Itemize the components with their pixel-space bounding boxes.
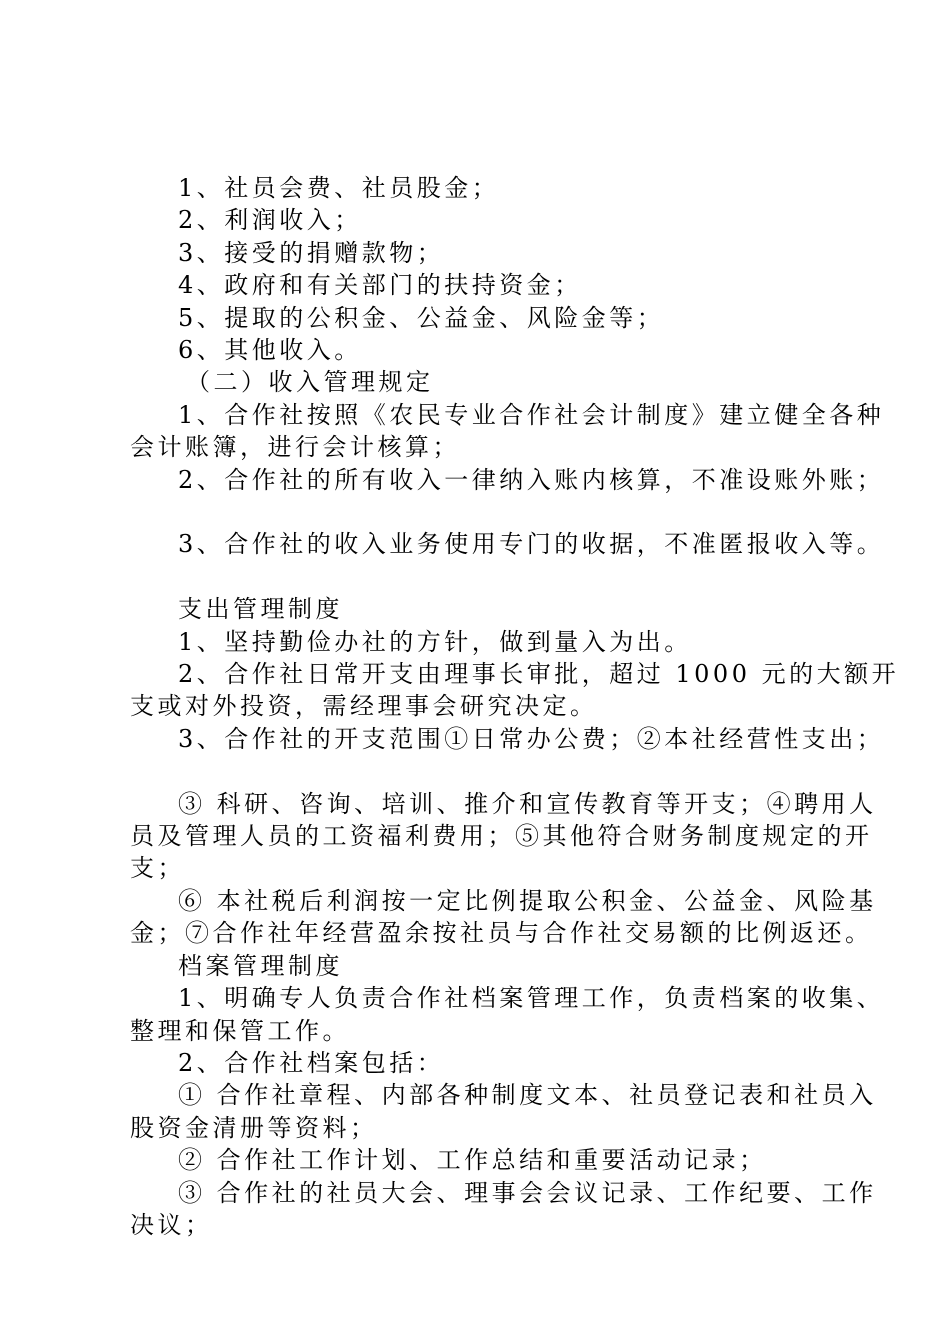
text-line: 2、利润收入； xyxy=(178,206,362,235)
text-line: 1、社员会费、社员股金； xyxy=(178,174,500,202)
text-line: 4、政府和有关部门的扶持资金； xyxy=(178,271,582,300)
text-line: 3、合作社的收入业务使用专门的收据，不准匿报收入等。 xyxy=(178,530,885,559)
document-body xyxy=(130,172,900,1241)
text-line: 支； xyxy=(130,854,185,883)
text-line: 5、提取的公积金、公益金、风险金等； xyxy=(178,303,665,332)
text-line: 3、合作社的开支范围①日常办公费；②本社经营性支出； xyxy=(178,724,885,753)
text-line: 2、合作社的所有收入一律纳入账内核算，不准设账外账； xyxy=(178,465,885,494)
text-line: 3、接受的捐赠款物； xyxy=(178,238,445,267)
text-line: ③ 科研、咨询、培训、推介和宣传教育等开支；④聘用人 xyxy=(178,789,877,818)
text-line: 金；⑦合作社年经营盈余按社员与合作社交易额的比例返还。 xyxy=(130,919,873,948)
text-line: 会计账簿，进行会计核算； xyxy=(130,433,460,462)
blank-line xyxy=(130,561,830,593)
text-line: 决议； xyxy=(130,1210,213,1239)
blank-line xyxy=(130,755,830,787)
text-line: 股资金清册等资料； xyxy=(130,1113,378,1142)
text-line: 整理和保管工作。 xyxy=(130,1016,350,1045)
text-line: ③ 合作社的社员大会、理事会会议记录、工作纪要、工作 xyxy=(178,1178,877,1207)
text-line: 1、坚持勤俭办社的方针，做到量入为出。 xyxy=(178,627,692,656)
section-heading: 档案管理制度 xyxy=(178,951,343,980)
section-heading: （二）收入管理规定 xyxy=(186,368,434,397)
text-line: 1、明确专人负责合作社档案管理工作，负责档案的收集、 xyxy=(178,984,885,1013)
text-line: ⑥ 本社税后利润按一定比例提取公积金、公益金、风险基 xyxy=(178,886,877,915)
text-line: ① 合作社章程、内部各种制度文本、社员登记表和社员入 xyxy=(178,1081,877,1110)
text-line: 1、合作社按照《农民专业合作社会计制度》建立健全各种 xyxy=(178,400,885,429)
section-heading: 支出管理制度 xyxy=(178,595,343,624)
text-line: ② 合作社工作计划、工作总结和重要活动记录； xyxy=(178,1146,767,1175)
text-line: 支或对外投资，需经理事会研究决定。 xyxy=(130,692,598,721)
text-line: 2、合作社档案包括： xyxy=(178,1048,445,1077)
text-line: 2、合作社日常开支由理事长审批，超过 1000 元的大额开 xyxy=(178,660,900,689)
text-line: 6、其他收入。 xyxy=(178,336,362,365)
text-line: 员及管理人员的工资福利费用；⑤其他符合财务制度规定的开 xyxy=(130,822,873,851)
blank-line xyxy=(130,496,830,528)
